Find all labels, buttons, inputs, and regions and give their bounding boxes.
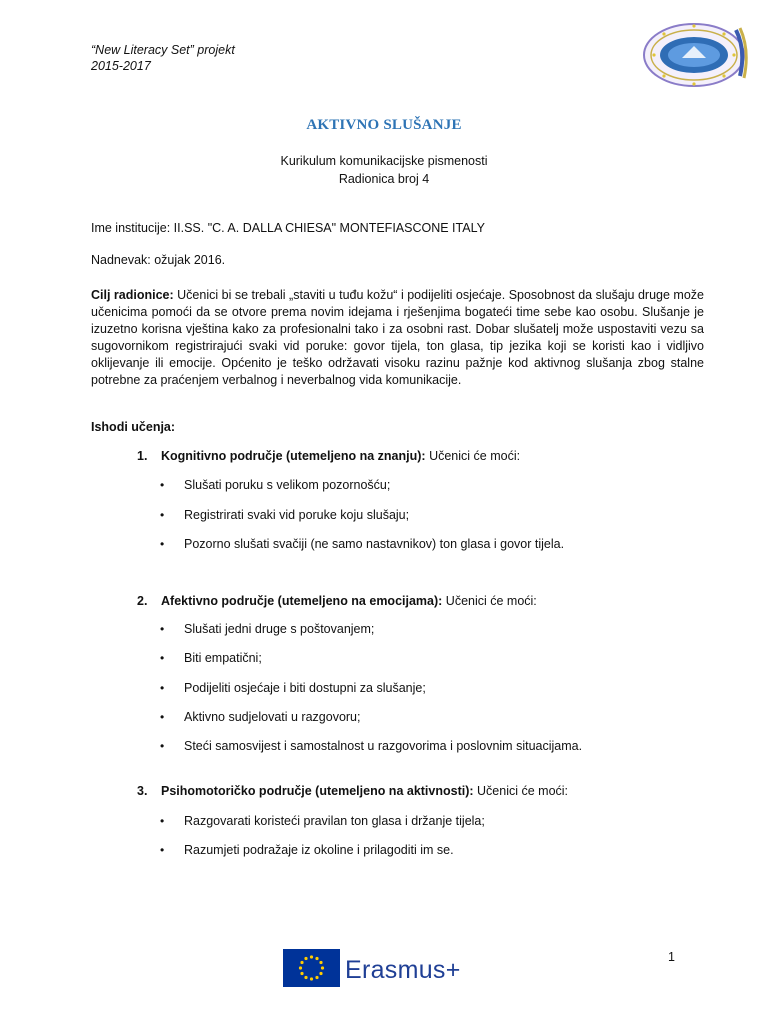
erasmus-logo — [283, 949, 473, 989]
list-item-text: Slušati jedni druge s poštovanjem; — [184, 622, 375, 636]
bullet-icon: • — [160, 739, 165, 753]
project-years: 2015-2017 — [91, 59, 151, 73]
domain-item — [137, 594, 537, 608]
project-seal-logo — [640, 20, 748, 90]
bullet-icon: • — [160, 508, 165, 522]
domain-number: 1. — [137, 449, 148, 463]
project-name: “New Literacy Set” projekt — [91, 43, 235, 57]
domain-title: Kognitivno područje (utemeljeno na znanju): — [161, 449, 426, 463]
list-item — [160, 739, 582, 753]
page-number: 1 — [668, 950, 675, 964]
goal-paragraph — [91, 287, 704, 389]
bullet-icon: • — [160, 843, 165, 857]
erasmus-label: Erasmus+ — [345, 956, 461, 984]
institution-line: Ime institucije: II.SS. "C. A. DALLA CHIESA" MONTEFIASCONE ITALY — [91, 221, 485, 235]
list-item-text: Razumjeti podražaje iz okoline i prilagoditi im se. — [184, 843, 454, 857]
page-title: AKTIVNO SLUŠANJE — [306, 117, 462, 133]
list-item — [160, 710, 360, 724]
domain-number: 2. — [137, 594, 148, 608]
domain-item — [137, 449, 520, 463]
goal-text: Učenici bi se trebali „staviti u tuđu kožu“ i podijeliti osjećaje. Sposobnost da slušaju druge može učenicima pomoći da se otvore prema novim idejama i rješenjima bogateći time sebe kao osobu. Slušanje je izuzetno korisna vještina kako za profesionalni tako i za osobni rast. Dobar slušatelj može uspostaviti vezu sa sugovornikom registrirajući svaki vid poruke: govor tijela, ton glasa, tip jezika koji se koristi kao i vidljivo oklijevanje ili emocije. Općenito je teško održavati visoku razinu pažnje kod aktivnog slušanja zbog stalne potrebne za praćenjem verbalnog i neverbalnog vida komunikacije. — [91, 288, 705, 387]
domain-number: 3. — [137, 784, 148, 798]
bullet-icon: • — [160, 478, 165, 492]
list-item-text: Razgovarati koristeći pravilan ton glasa i držanje tijela; — [184, 814, 485, 828]
bullet-icon: • — [160, 651, 165, 665]
domain-item — [137, 784, 568, 798]
domain-title: Afektivno područje (utemeljeno na emocijama): — [161, 594, 443, 608]
domain-title: Psihomotoričko područje (utemeljeno na aktivnosti): — [161, 784, 474, 798]
list-item — [160, 814, 485, 828]
list-item-text: Slušati poruku s velikom pozornošću; — [184, 478, 391, 492]
list-item-text: Steći samosvijest i samostalnost u razgovorima i poslovnim situacijama. — [184, 739, 583, 753]
list-item — [160, 478, 390, 492]
bullet-icon: • — [160, 710, 165, 724]
subtitle — [0, 152, 768, 188]
domain-rest: Učenici će moći: — [473, 784, 569, 798]
list-item-text: Registrirati svaki vid poruke koju slušaju; — [184, 508, 410, 522]
curriculum-name: Kurikulum komunikacijske pismenosti — [280, 154, 488, 168]
list-item — [160, 843, 454, 857]
list-item — [160, 681, 426, 695]
outcomes-heading: Ishodi učenja: — [91, 420, 176, 434]
domain-rest: Učenici će moći: — [442, 594, 537, 608]
header-project-info — [91, 42, 235, 74]
list-item-text: Pozorno slušati svačiji (ne samo nastavnikov) ton glasa i govor tijela. — [184, 537, 565, 551]
bullet-icon: • — [160, 814, 165, 828]
list-item — [160, 508, 409, 522]
list-item-text: Aktivno sudjelovati u razgovoru; — [184, 710, 361, 724]
bullet-icon: • — [160, 681, 165, 695]
list-item-text: Biti empatični; — [184, 651, 262, 665]
date-line: Nadnevak: ožujak 2016. — [91, 253, 226, 267]
eu-flag-icon — [283, 949, 340, 987]
list-item — [160, 622, 374, 636]
workshop-number: Radionica broj 4 — [338, 172, 430, 186]
bullet-icon: • — [160, 622, 165, 636]
bullet-icon: • — [160, 537, 165, 551]
list-item — [160, 651, 262, 665]
list-item — [160, 537, 564, 551]
list-item-text: Podijeliti osjećaje i biti dostupni za slušanje; — [184, 681, 426, 695]
domain-rest: Učenici će moći: — [425, 449, 521, 463]
goal-label: Cilj radionice: — [91, 288, 174, 302]
